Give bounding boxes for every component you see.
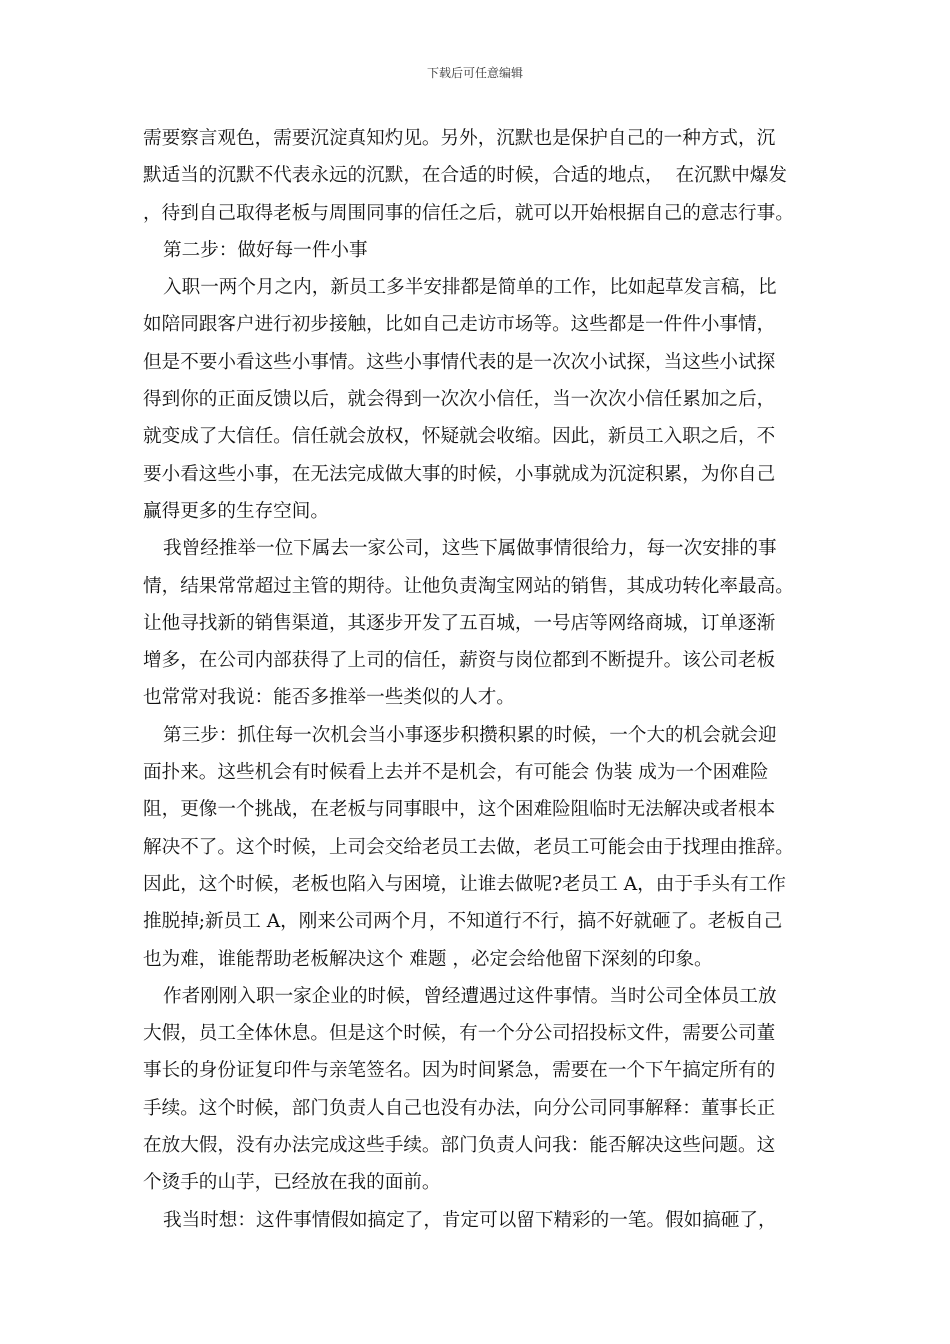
text-line: 如陪同跟客户进行初步接触，比如自己走访市场等。这些都是一件件小事情，	[143, 314, 776, 336]
text-line: 情，结果常常超过主管的期待。让他负责淘宝网站的销售，其成功转化率最高。	[143, 575, 794, 597]
text-line: 手续。这个时候，部门负责人自己也没有办法，向分公司同事解释：董事长正	[143, 1097, 776, 1119]
text-line: 作者刚刚入职一家企业的时候，曾经遭遇过这件事情。当时公司全体员工放	[163, 985, 777, 1007]
text-line: 我曾经推举一位下属去一家公司，这些下属做事情很给力，每一次安排的事	[163, 538, 777, 560]
text-line: 个烫手的山芋，已经放在我的面前。	[143, 1172, 441, 1194]
text-line: 解决不了。这个时候，上司会交给老员工去做，老员工可能会由于找理由推辞。	[143, 836, 794, 858]
text-line: 面扑来。这些机会有时候看上去并不是机会，有可能会 伪装 成为一个困难险	[143, 762, 769, 784]
text-line: 在放大假，没有办法完成这些手续。部门负责人问我：能否解决这些问题。这	[143, 1135, 776, 1157]
text-line: 也常常对我说：能否多推举一些类似的人才。	[143, 687, 515, 709]
text-line: 阻，更像一个挑战，在老板与同事眼中，这个困难险阻临时无法解决或者根本	[143, 799, 776, 821]
text-line: 就变成了大信任。信任就会放权，怀疑就会收缩。因此，新员工入职之后，不	[143, 426, 776, 448]
text-line: 入职一两个月之内，新员工多半安排都是简单的工作，比如起草发言稿，比	[163, 277, 777, 299]
text-line: 赢得更多的生存空间。	[143, 500, 329, 522]
text-line: 默适当的沉默不代表永远的沉默，在合适的时候，合适的地点， 在沉默中爆发	[143, 165, 788, 187]
page-header: 下载后可任意编辑	[426, 66, 523, 80]
section-heading: 第二步：做好每一件小事	[163, 239, 368, 261]
document-body	[143, 120, 813, 1239]
text-line: ，待到自己取得老板与周围同事的信任之后，就可以开始根据自己的意志行事。	[143, 202, 794, 224]
text-line: 让他寻找新的销售渠道，其逐步开发了五百城，一号店等网络商城，订单逐渐	[143, 612, 776, 634]
text-line: 事长的身份证复印件与亲笔签名。因为时间紧急，需要在一个下午搞定所有的	[143, 1060, 776, 1082]
text-line: 要小看这些小事，在无法完成做大事的时候，小事就成为沉淀积累，为你自己	[143, 463, 776, 485]
text-line: 因此，这个时候，老板也陷入与困境，让谁去做呢?老员工 A，由于手头有工作	[143, 873, 786, 895]
text-line: 我当时想：这件事情假如搞定了，肯定可以留下精彩的一笔。假如搞砸了，	[163, 1209, 777, 1231]
text-line: 得到你的正面反馈以后，就会得到一次次小信任，当一次次小信任累加之后，	[143, 389, 776, 411]
text-line: 推脱掉;新员工 A，刚来公司两个月，不知道行不行，搞不好就砸了。老板自己	[143, 911, 783, 933]
text-line: 增多，在公司内部获得了上司的信任，薪资与岗位都到不断提升。该公司老板	[143, 650, 776, 672]
text-line: 需要察言观色，需要沉淀真知灼见。另外，沉默也是保护自己的一种方式，沉	[143, 128, 776, 149]
text-line: 大假，员工全体休息。但是这个时候，有一个分公司招投标文件，需要公司董	[143, 1023, 776, 1045]
section-heading: 第三步：抓住每一次机会当小事逐步积攒积累的时候，一个大的机会就会迎	[163, 724, 777, 746]
text-line: 但是不要小看这些小事情。这些小事情代表的是一次次小试探，当这些小试探	[143, 351, 776, 373]
text-line: 也为难，谁能帮助老板解决这个 难题 ，必定会给他留下深刻的印象。	[143, 948, 713, 970]
